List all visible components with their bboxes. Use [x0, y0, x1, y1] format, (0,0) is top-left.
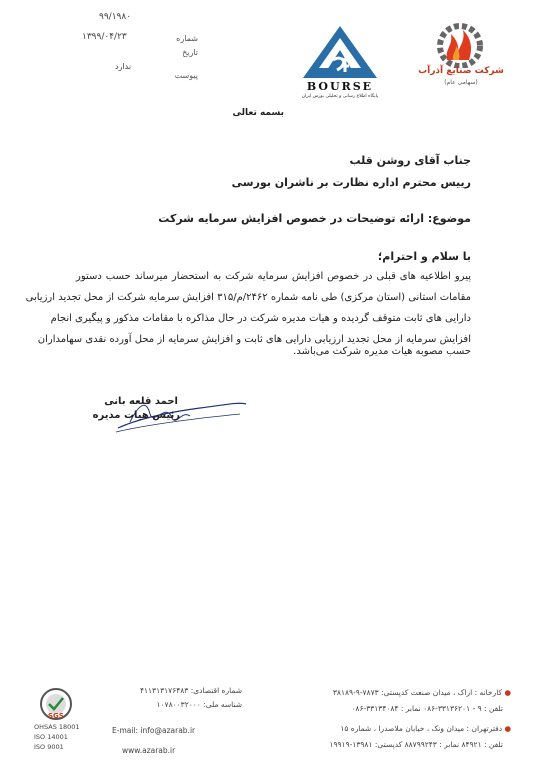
factory-address-text: کارخانه : اراک ، میدان صنعت کدپستی: ۷۸۷۳-۹-۳۸۱۸۹	[332, 688, 503, 697]
company-type: (سهامی عام)	[444, 79, 478, 86]
body-line: دارایی های ثابت متوقف گردیده و هیات مدیره شرکت در حال مذاکره با مقامات مذکور و پیگیری انجام	[50, 313, 471, 324]
bourse-wordmark: BOURSE	[306, 80, 374, 93]
bourse-caption: پایگاه اطلاع رسانی و تحلیلی بورس ایران	[301, 94, 379, 99]
cert-ohsas: OHSAS 18001	[34, 723, 80, 731]
body-line: مقامات استانی (استان مرکزی) طی نامه شماره ۲۴۶۲/م/۳۱۵ افزایش سرمایه شرکت از محل تجدید ارزیابی	[25, 292, 471, 303]
letter-greeting: با سلام و احترام؛	[377, 250, 471, 263]
email: E-mail: info@azarab.ir	[112, 726, 196, 735]
bullet-icon: ●	[504, 688, 511, 697]
recipient-title: رییس محترم اداره نظارت بر ناشران بورسی	[231, 176, 471, 189]
bourse-logo	[297, 20, 383, 102]
cert-iso14001: ISO 14001	[34, 733, 68, 741]
website: www.azarab.ir	[122, 746, 176, 755]
footer	[0, 680, 535, 761]
attachment-label: پیوست	[174, 71, 198, 80]
attachment-value: ندارد	[115, 62, 132, 71]
signer-name: احمد قلعه بانی	[104, 396, 178, 407]
cert-iso9001: ISO 9001	[34, 743, 64, 751]
signer-title: رئیس هیات مدیره	[92, 410, 180, 421]
date-value: ۱۳۹۹/۰۴/۲۳	[82, 32, 127, 42]
bourse-emblem-icon	[297, 20, 383, 82]
date-label: تاریخ	[182, 48, 198, 57]
economic-code: شماره اقتصادی: ۴۱۱۳۱۳۱۷۶۴۸۳	[139, 686, 242, 695]
body-line: حسب مصوبه هیات مدیره شرکت می‌باشد.	[293, 346, 471, 357]
bullet-icon: ●	[504, 724, 511, 733]
sgs-badge	[34, 686, 78, 726]
gear-flame-icon	[425, 20, 495, 68]
national-id: شناسه ملی: ۱۰۷۸۰۰۳۲۰۰۰	[156, 700, 242, 709]
recipient-name: جناب آقای روشن قلب	[349, 154, 471, 167]
tehran-phone: تلفن : ۸۴۹۲۱ نمابر : ۸۸۷۹۹۲۴۳ کدپستی: ۱۳۹۸۱-۱۹۹۱۹	[329, 740, 503, 749]
number-label: شماره	[176, 34, 198, 43]
body-line: افزایش سرمایه از محل تجدید ارزیابی دارایی های ثابت و افزایش سرمایه از محل آورده نقدی سهامداران	[37, 334, 471, 345]
tehran-address	[340, 724, 511, 733]
company-name: شرکت صنایع آذرآب	[418, 66, 504, 76]
invocation: بسمه تعالی	[232, 108, 284, 118]
body-line: پیرو اطلاعیه های قبلی در خصوص افزایش سرمایه شرکت به استحضار میرساند حسب دستور	[76, 271, 471, 282]
letter-subject: موضوع: ارائه توضیحات در خصوص افزایش سرمایه شرکت	[158, 212, 471, 225]
number-value: ۹۹/۱۹۸۰	[99, 12, 132, 22]
sgs-seal-icon	[34, 686, 78, 726]
tehran-address-text: دفترتهران : میدان ونک ، خیابان ملاصدرا ، شماره ۱۵	[340, 724, 503, 733]
factory-phone: تلفن : ۹ - ۳۳۱۳۶۲۰۱-۰۸۶ نمابر : ۳۳۱۳۴۰۸۴-۰۸۶	[351, 704, 503, 713]
sgs-label: SGS	[48, 712, 64, 720]
factory-address	[333, 688, 511, 697]
